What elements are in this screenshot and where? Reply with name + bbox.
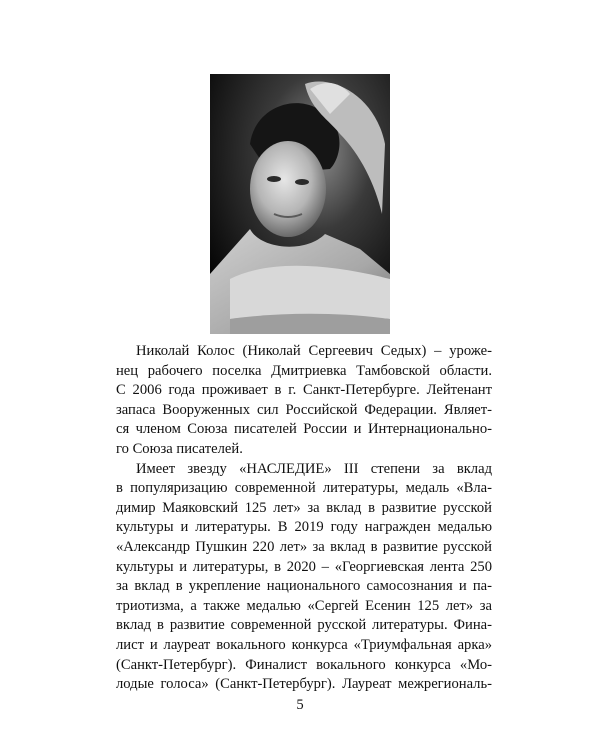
text-line: лист и лауреат вокального конкурса «Триумфальная арка» [116,636,492,653]
text-line: за вклад в укрепление национального самосознания и па- [116,578,492,595]
text-line: в популяризацию современной литературы, медаль «Вла- [116,480,492,497]
text-line: (Санкт-Петербург). Финалист вокального конкурса «Мо- [116,656,492,673]
text-line: вклад в развитие современной русской литературы. Фина- [116,617,492,634]
text-line: триотизма, а также медалью «Сергей Есенин 125 лет» за [116,597,492,614]
page-number: 5 [296,697,304,713]
text-line: культуры и литературы. В 2019 году награжден медалью [116,519,492,536]
biography-text [116,342,492,695]
text-line: Николай Колос (Николай Сергеевич Седых) – уроже- [136,343,492,359]
author-portrait-photo [210,74,390,334]
text-line: запаса Вооруженных сил Российской Федерации. Являет- [116,401,492,418]
text-line: нец рабочего поселка Дмитриевка Тамбовской области. [116,362,492,379]
text-line: Имеет звезду «НАСЛЕДИЕ» III степени за вклад [136,460,492,477]
text-line: димир Маяковский 125 лет» за вклад в развитие русской [116,499,492,516]
text-line: культуры и литературы, в 2020 – «Георгиевская лента 250 [116,558,492,575]
text-line: го Союза писателей. [116,440,243,457]
text-line: лодые голоса» (Санкт-Петербург). Лауреат межрегиональ- [116,676,492,693]
text-line: С 2006 года проживает в г. Санкт-Петербурге. Лейтенант [116,382,492,399]
text-line: ся членом Союза писателей России и Интернационально- [116,421,492,438]
text-line: «Александр Пушкин 220 лет» за вклад в развитие русской [116,538,492,555]
